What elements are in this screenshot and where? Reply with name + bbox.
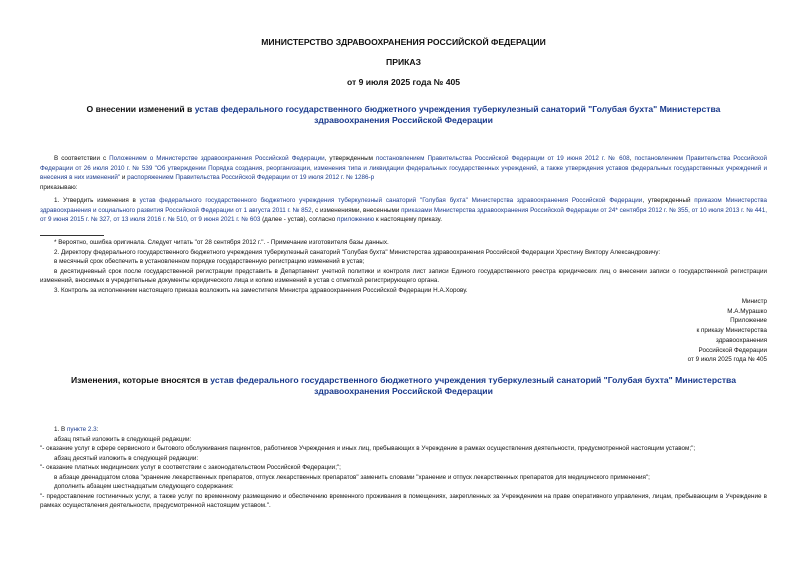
charter-link[interactable]: устав федерального государственного бюджетного учреждения туберкулезный санаторий "Голубая бухта" Министерства здравоохранения Российской Федерации <box>194 104 721 125</box>
item1-text: к настоящему приказу. <box>374 216 442 223</box>
order-1286-link[interactable]: распоряжением Правительства Российской Федерации от 19 июля 2012 г. № 1286-р <box>127 174 375 181</box>
change-text: : <box>96 426 99 433</box>
order-word: приказываю: <box>40 183 78 191</box>
item1-text: 1. Утвердить изменения в <box>54 197 140 204</box>
change-line: в абзаце двенадцатом слова "хранение лекарственных препаратов, отпуск лекарственных препаратов" заменить словами "хранение и отпуск лекарственных препаратов для медицинского применения"; <box>54 473 650 481</box>
footnote: * Вероятно, ошибка оригинала. Следует читать "от 28 сентября 2012 г.". - Примечание изготовителя базы данных. <box>54 239 389 246</box>
order-852-link[interactable]: приказом Министерства здравоохранения и социального развития Российской Федерации от 1 августа 2011 г. № 852 <box>40 197 767 214</box>
item1-text: (далее - устав), согласно <box>260 216 338 223</box>
ministry-heading: МИНИСТЕРСТВО ЗДРАВООХРАНЕНИЯ РОССИЙСКОЙ ФЕДЕРАЦИИ <box>261 37 546 47</box>
preamble-text: В соответствии с <box>54 155 110 162</box>
item1-text: , утвержденный <box>642 197 695 204</box>
body-block <box>40 238 767 295</box>
item-paragraph: 2. Директору федерального государственного бюджетного учреждения туберкулезный санаторий "Голубая бухта" Министерства здравоохранения Российской Федерации Хрестину Виктору Александровичу: <box>54 248 661 256</box>
clause-2-3-link[interactable]: пункте 2.3 <box>66 426 97 433</box>
preamble-text: , <box>629 155 635 162</box>
change-line: дополнить абзацем шестнадцатым следующего содержания: <box>54 483 234 490</box>
appendix-link[interactable]: приложению <box>337 216 375 223</box>
item1-text: , с изменениями, внесенными <box>311 206 402 214</box>
charter-link[interactable]: устав федерального государственного бюджетного учреждения туберкулезный санаторий "Голубая бухта" Министерства здравоохранения Российской Федерации <box>210 375 737 396</box>
decree-608-link[interactable]: постановлением Правительства Российской Федерации от 19 июня 2012 г. № 608 <box>375 155 630 162</box>
doc-type: ПРИКАЗ <box>386 57 421 67</box>
appendix-line: здравоохранения <box>715 336 767 344</box>
change-line: абзац десятый изложить в следующей редакции: <box>54 454 199 462</box>
change-line: абзац пятый изложить в следующей редакции: <box>54 435 192 443</box>
change-item <box>40 425 767 435</box>
preamble-text: и <box>120 174 128 181</box>
preamble-text: , утвержденным <box>324 155 376 162</box>
item-paragraph: в месячный срок обеспечить в установленном порядке государственную регистрацию изменений в устав; <box>54 258 365 265</box>
regulation-link[interactable]: Положением о Министерстве здравоохранения Российской Федерации <box>109 155 325 162</box>
appendix-line: Приложение <box>730 317 767 325</box>
signature-position: Министр <box>741 298 767 305</box>
item1-paragraph <box>40 196 767 225</box>
appendix-line: от 9 июля 2025 года № 405 <box>687 356 767 364</box>
signature-name: М.А.Мурашко <box>727 307 767 315</box>
changes-title <box>60 375 747 397</box>
doc-title-prefix: О внесении изменений в <box>86 104 195 114</box>
footnote-divider <box>40 235 104 236</box>
change-line: "- оказание услуг в сфере сервисного и бытового обслуживания пациентов, работников Учреждения и иных лиц, пребывающих в Учреждение в рамках осуществления деятельности, предусмотренной настоящим уставом;"; <box>40 445 696 452</box>
item-paragraph: 3. Контроль за исполнением настоящего приказа возложить на заместителя Министра здравоохранения Российской Федерации Н.А.Хорову. <box>54 286 468 294</box>
signature-block <box>688 297 767 365</box>
changes-block <box>40 425 767 511</box>
preamble-paragraph <box>40 154 767 183</box>
change-line: "- предоставление гостиничных услуг, а также услуг по временному размещению и обеспечению временного проживания в помещениях, закрепленных за Учреждением на праве оперативного управления, лицам, пребывающим в Учреждение в рамках осуществления деятельности, предусмотренной настоящим уставом.". <box>40 492 767 509</box>
decree-539-link[interactable]: постановлением Правительства Российской Федерации от 26 июля 2010 г. № 539 "Об утверждении Порядка создания, реорганизации, изменения типа и ликвидации федеральных государственных учреждений, а также утверждения уставов федеральных государственных учреждений и внесения в них изменений" <box>40 155 768 181</box>
change-text: 1. В <box>54 426 67 433</box>
charter-link[interactable]: устав федерального государственного бюджетного учреждения туберкулезный санаторий "Голубая бухта" Министерства здравоохранения Российской Федерации <box>139 197 643 204</box>
doc-title <box>60 104 747 126</box>
amending-orders-link[interactable]: приказами Министерства здравоохранения Российской Федерации от 24* сентября 2012 г. № 355, от 10 июля 2013 г. № 441, от 9 июня 2015 г. № 327, от 13 июля 2016 г. № 510, от 9 июня 2021 г. № 603 <box>40 206 767 223</box>
appendix-line: Российской Федерации <box>698 346 767 354</box>
change-line: "- оказание платных медицинских услуг в соответствии с законодательством Российской Федерации;"; <box>40 464 341 471</box>
item-paragraph: в десятидневный срок после государственной регистрации представить в Департамент учетной политики и контроля лист записи Единого государственного реестра юридических лиц о внесении записи о государственной регистрации изменений, вносимых в учредительные документы юридического лица и копию изменений в устав с отметкой регистрирующего органа. <box>40 267 767 284</box>
appendix-line: к приказу Министерства <box>696 327 767 335</box>
item1-block <box>40 196 767 225</box>
preamble-block <box>40 154 767 192</box>
doc-date-number: от 9 июля 2025 года № 405 <box>346 77 461 87</box>
changes-title-prefix: Изменения, которые вносятся в <box>70 375 211 385</box>
